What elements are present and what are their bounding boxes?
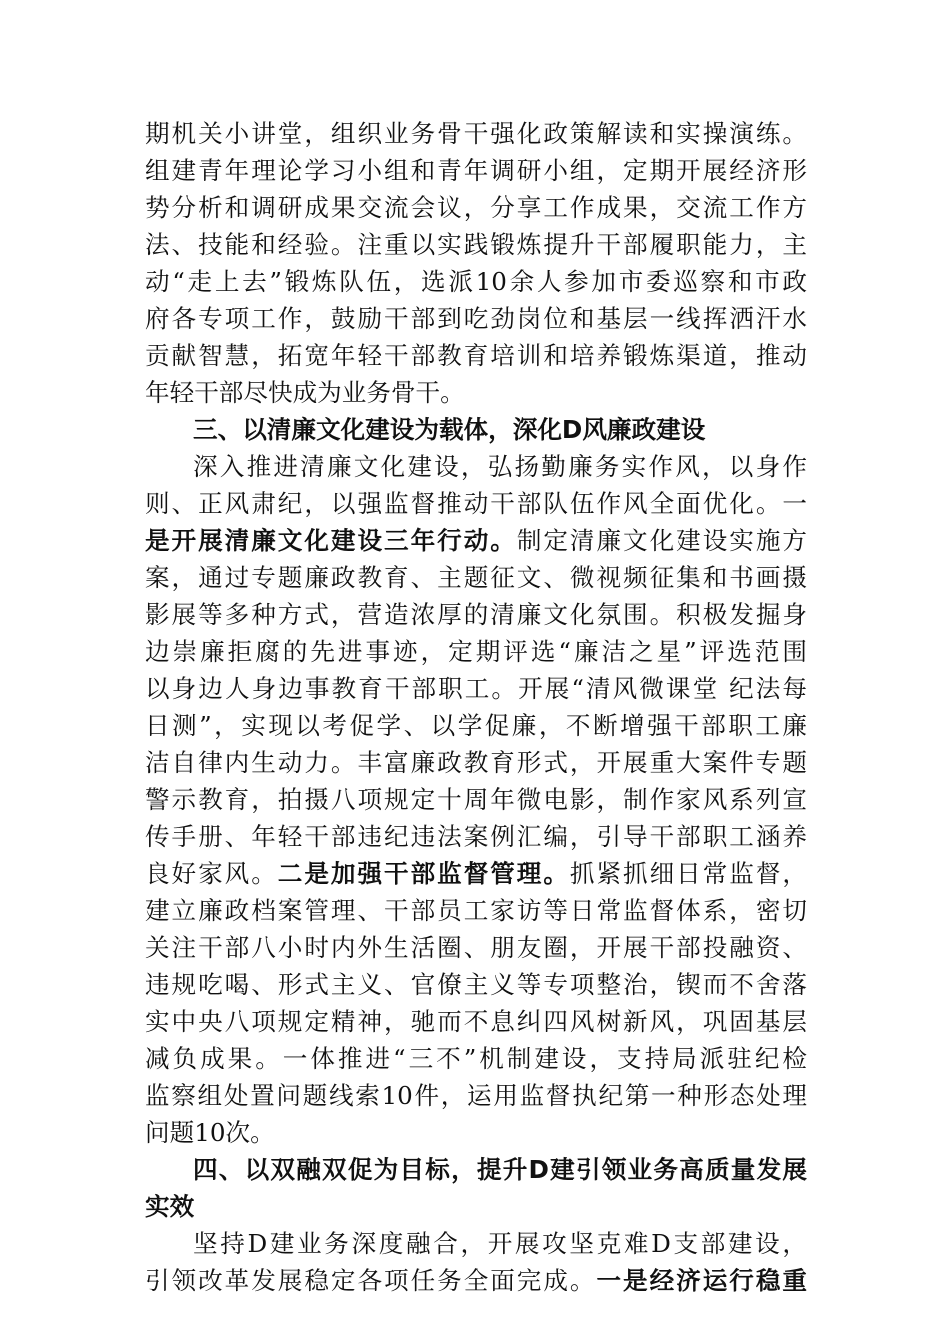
bold-lead-3: 一是经济运行稳重 <box>596 1266 807 1295</box>
section-heading-4-cont: 实效 <box>145 1192 195 1221</box>
paragraph-line: 以身边人身边事教育干部职工。开展“清风微课堂 纪法每 <box>145 674 807 703</box>
section-heading-4: 四、以双融双促为目标，提升D建引领业务高质量发展 <box>193 1155 807 1184</box>
paragraph-line: 洁自律内生动力。丰富廉政教育形式，开展重大案件专题 <box>145 748 807 777</box>
paragraph-line: 年轻干部尽快成为业务骨干。 <box>145 378 465 407</box>
paragraph-text: 制定清廉文化建设实施方 <box>516 526 807 555</box>
paragraph-line: 动“走上去”锻炼队伍，选派10余人参加市委巡察和市政 <box>145 267 807 296</box>
paragraph-text: 引领改革发展稳定各项任务全面完成。 <box>145 1266 597 1295</box>
paragraph-line: 影展等多种方式，营造浓厚的清廉文化氛围。积极发掘身 <box>145 600 807 629</box>
paragraph-line: 则、正风肃纪，以强监督推动干部队伍作风全面优化。一 <box>145 489 807 518</box>
bold-lead-1: 是开展清廉文化建设三年行动。 <box>145 526 517 555</box>
paragraph-line-mixed <box>145 855 807 892</box>
paragraph-line: 警示教育，拍摄八项规定十周年微电影，制作家风系列宣 <box>145 785 807 814</box>
paragraph-line: 坚持D建业务深度融合，开展攻坚克难D支部建设， <box>193 1229 807 1258</box>
paragraph-line: 案，通过专题廉政教育、主题征文、微视频征集和书画摄 <box>145 563 807 592</box>
paragraph-line: 势分析和调研成果交流会议，分享工作成果，交流工作方 <box>145 193 807 222</box>
paragraph-line-mixed <box>145 1262 807 1299</box>
paragraph-line: 府各专项工作，鼓励干部到吃劲岗位和基层一线挥洒汗水 <box>145 304 807 333</box>
paragraph-line-mixed <box>145 522 807 559</box>
paragraph-line: 实中央八项规定精神，驰而不息纠四风树新风，巩固基层 <box>145 1007 807 1036</box>
paragraph-line: 贡献智慧，拓宽年轻干部教育培训和培养锻炼渠道，推动 <box>145 341 807 370</box>
section-heading-3: 三、以清廉文化建设为载体，深化D风廉政建设 <box>193 415 706 444</box>
paragraph-line: 建立廉政档案管理、干部员工家访等日常监督体系，密切 <box>145 896 807 925</box>
paragraph-line: 违规吃喝、形式主义、官僚主义等专项整治，锲而不舍落 <box>145 970 807 999</box>
paragraph-line: 问题10次。 <box>145 1118 275 1147</box>
paragraph-line: 监察组处置问题线索10件，运用监督执纪第一种形态处理 <box>145 1081 807 1110</box>
paragraph-line: 组建青年理论学习小组和青年调研小组，定期开展经济形 <box>145 156 807 185</box>
paragraph-line: 法、技能和经验。注重以实践锻炼提升干部履职能力，主 <box>145 230 807 259</box>
paragraph-line: 深入推进清廉文化建设，弘扬勤廉务实作风，以身作 <box>193 452 807 481</box>
paragraph-text: 良好家风。 <box>145 859 278 888</box>
paragraph-text: 抓紧抓细日常监督， <box>569 859 807 888</box>
bold-lead-2: 二是加强干部监督管理。 <box>277 859 570 888</box>
paragraph-line: 关注干部八小时内外生活圈、朋友圈，开展干部投融资、 <box>145 933 807 962</box>
paragraph-line: 传手册、年轻干部违纪违法案例汇编，引导干部职工涵养 <box>145 822 807 851</box>
paragraph-line: 减负成果。一体推进“三不”机制建设，支持局派驻纪检 <box>145 1044 807 1073</box>
paragraph-line: 期机关小讲堂，组织业务骨干强化政策解读和实操演练。 <box>145 119 807 148</box>
paragraph-line: 日测”，实现以考促学、以学促廉，不断增强干部职工廉 <box>145 711 807 740</box>
paragraph-line: 边崇廉拒腐的先进事迹，定期评选“廉洁之星”评选范围 <box>145 637 807 666</box>
